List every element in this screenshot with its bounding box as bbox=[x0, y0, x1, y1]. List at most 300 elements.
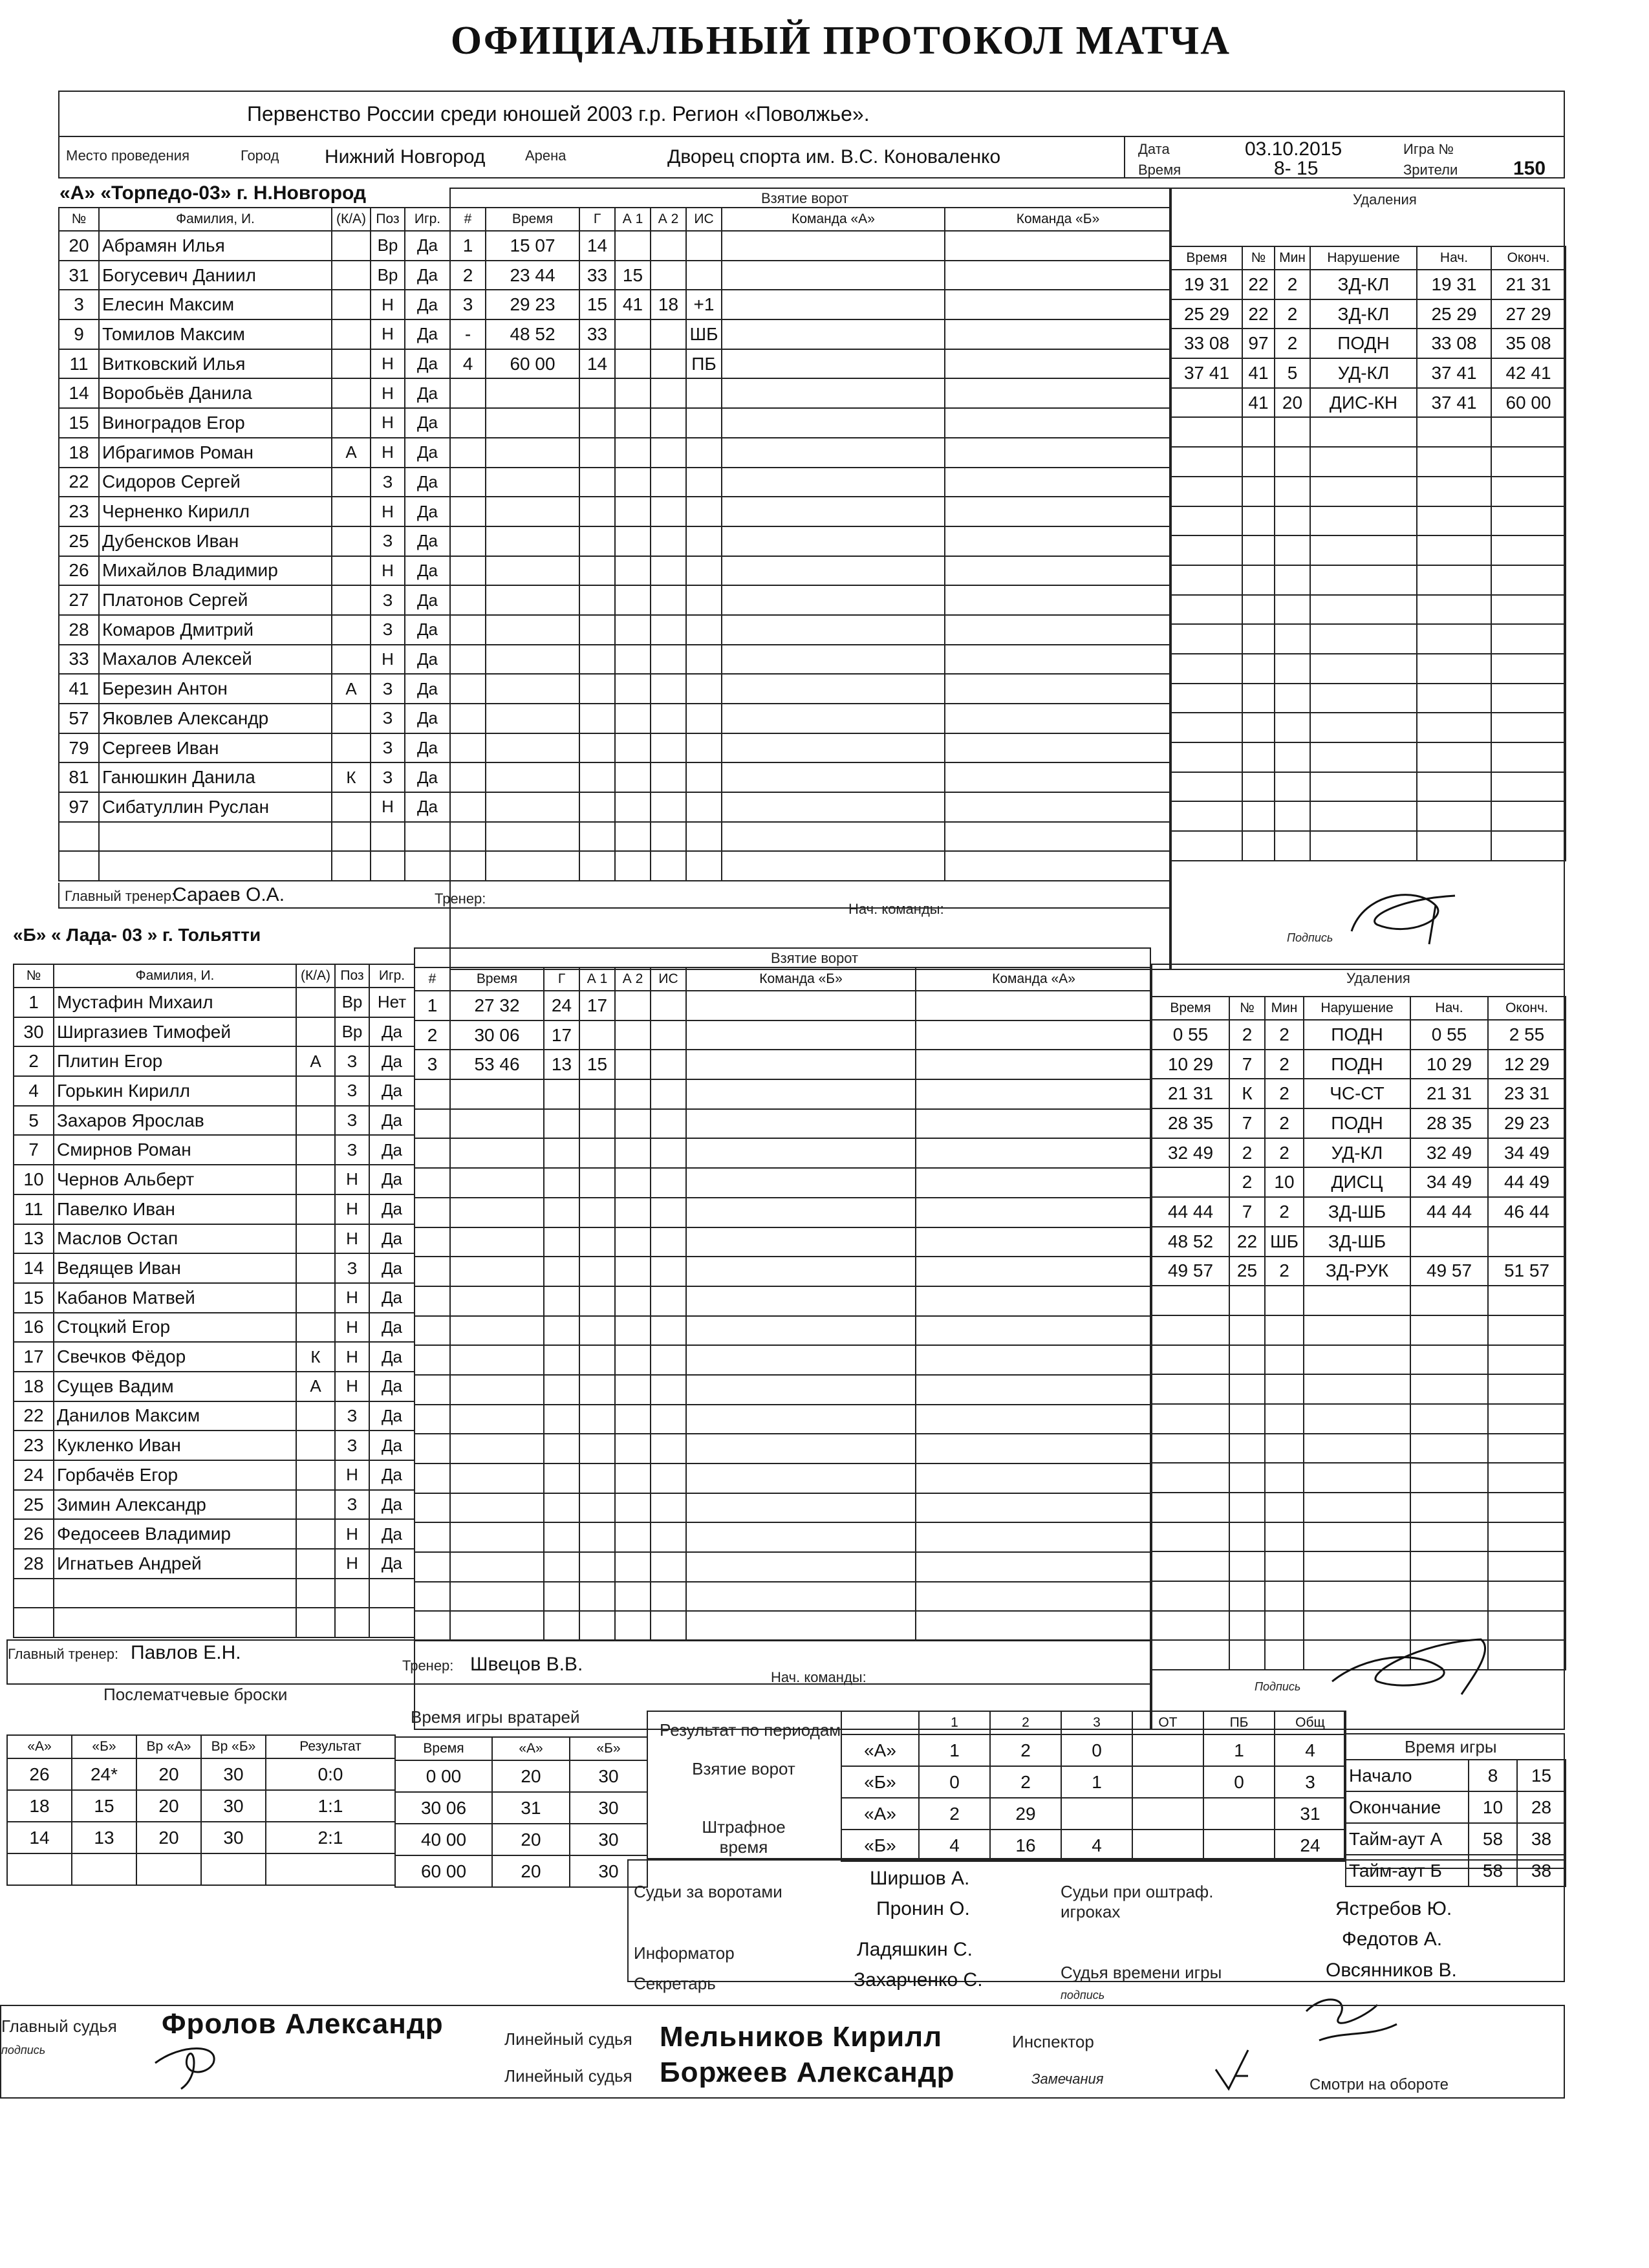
penalty-start bbox=[1417, 535, 1491, 565]
penalty-end bbox=[1488, 1227, 1566, 1257]
g-header: Г bbox=[579, 208, 615, 231]
goal-lineup-cell bbox=[916, 1463, 1152, 1493]
player-played: Да bbox=[369, 1165, 415, 1194]
penalty-player bbox=[1229, 1463, 1265, 1493]
period-cell bbox=[1203, 1798, 1275, 1830]
goal-assist-2 bbox=[615, 1316, 651, 1346]
penalty-infraction bbox=[1304, 1493, 1410, 1522]
period-cell: 1 bbox=[919, 1734, 990, 1766]
team-manager-label-a: Нач. команды: bbox=[848, 901, 944, 917]
penalty-judge-2: Федотов А. bbox=[1342, 1928, 1443, 1950]
player-row bbox=[14, 1165, 415, 1194]
penalty-start: 0 55 bbox=[1410, 1020, 1488, 1050]
player-position: З bbox=[371, 733, 405, 763]
penalty-player bbox=[1242, 535, 1275, 565]
penalty-start bbox=[1417, 565, 1491, 595]
period-cell bbox=[1132, 1734, 1203, 1766]
goal-assist-1 bbox=[615, 468, 651, 497]
goal-time bbox=[486, 704, 579, 733]
penalty-time bbox=[1171, 447, 1242, 477]
player-role bbox=[332, 645, 371, 675]
penalties-title-a: Удаления bbox=[1353, 191, 1417, 208]
penalty-start bbox=[1417, 772, 1491, 802]
player-name: Платонов Сергей bbox=[99, 585, 332, 615]
periods-title: Результат по периодам bbox=[660, 1720, 841, 1740]
penalty-minutes bbox=[1265, 1374, 1304, 1404]
goal-assist-2 bbox=[651, 704, 686, 733]
goal-number bbox=[450, 822, 486, 852]
goal-assist-1 bbox=[579, 1345, 615, 1375]
goal-time bbox=[486, 556, 579, 586]
goal-row bbox=[415, 1079, 1152, 1109]
goalie-time-title: Время игры вратарей bbox=[411, 1707, 580, 1727]
goal-scorer bbox=[544, 1522, 579, 1552]
goal-time bbox=[450, 1079, 544, 1109]
date-time-box bbox=[1124, 136, 1565, 178]
goal-lineup-cell bbox=[686, 1582, 916, 1612]
player-played: Да bbox=[369, 1253, 415, 1283]
game-time-hours: 10 bbox=[1469, 1791, 1517, 1823]
period-team-label: «А» bbox=[841, 1798, 919, 1830]
goal-row bbox=[450, 556, 1171, 586]
goal-number bbox=[450, 438, 486, 468]
goal-lineup-cell bbox=[722, 290, 945, 319]
goal-situation bbox=[651, 1405, 686, 1434]
player-row bbox=[59, 851, 450, 881]
player-role bbox=[296, 1253, 335, 1283]
player-role bbox=[332, 319, 371, 349]
goal-scorer: 24 bbox=[544, 991, 579, 1021]
goal-assist-2 bbox=[615, 1463, 651, 1493]
player-played: Да bbox=[369, 1431, 415, 1460]
goal-assist-2 bbox=[651, 645, 686, 675]
penalty-start bbox=[1417, 654, 1491, 684]
penalty-time bbox=[1171, 565, 1242, 595]
penalty-minutes: 2 bbox=[1265, 1257, 1304, 1286]
goal-situation bbox=[686, 733, 722, 763]
player-row bbox=[14, 1313, 415, 1343]
shootout-title: Послематчевые броски bbox=[103, 1685, 288, 1704]
goal-scorer: 13 bbox=[544, 1050, 579, 1079]
penalty-start bbox=[1417, 684, 1491, 713]
player-name: Черненко Кирилл bbox=[99, 497, 332, 526]
player-role bbox=[332, 792, 371, 822]
penalty-player bbox=[1242, 713, 1275, 742]
game-time-row bbox=[1346, 1760, 1566, 1791]
penalty-player bbox=[1229, 1493, 1265, 1522]
penalty-time bbox=[1171, 742, 1242, 772]
signature-label-a: Подпись bbox=[1287, 931, 1333, 944]
player-position: З bbox=[371, 615, 405, 645]
player-played: Да bbox=[369, 1106, 415, 1136]
penalty-end: 34 49 bbox=[1488, 1138, 1566, 1168]
goal-scorer bbox=[544, 1405, 579, 1434]
shootout-cell bbox=[136, 1853, 201, 1885]
penalty-row bbox=[1152, 1404, 1566, 1434]
goal-scorer bbox=[544, 1227, 579, 1257]
player-number: 5 bbox=[14, 1106, 54, 1136]
penalty-minutes: 2 bbox=[1275, 299, 1310, 329]
goal-time bbox=[450, 1522, 544, 1552]
goal-scorer bbox=[544, 1079, 579, 1109]
goal-lineup-cell bbox=[722, 556, 945, 586]
penalty-row bbox=[1152, 1020, 1566, 1050]
penalty-infraction bbox=[1304, 1522, 1410, 1552]
goal-number: - bbox=[450, 319, 486, 349]
goal-lineup-cell bbox=[945, 231, 1171, 261]
goal-time: 15 07 bbox=[486, 231, 579, 261]
goal-row bbox=[450, 438, 1171, 468]
penalty-time bbox=[1171, 506, 1242, 536]
goal-assist-2 bbox=[651, 615, 686, 645]
goal-time bbox=[486, 762, 579, 792]
goal-scorer bbox=[544, 1286, 579, 1316]
goal-row bbox=[415, 1552, 1152, 1582]
secretary-label: Секретарь bbox=[634, 1974, 716, 1993]
player-name bbox=[54, 1579, 296, 1608]
head-coach-a: Сараев О.А. bbox=[173, 884, 285, 905]
goal-row bbox=[415, 1286, 1152, 1316]
goal-judge-2: Пронин О. bbox=[876, 1898, 970, 1919]
player-role bbox=[296, 1283, 335, 1313]
penalty-start: 44 44 bbox=[1410, 1197, 1488, 1227]
player-role bbox=[296, 1460, 335, 1490]
goal-lineup-cell bbox=[686, 1405, 916, 1434]
goalie-time-cell: 30 bbox=[570, 1792, 647, 1824]
goal-lineup-cell bbox=[722, 468, 945, 497]
goalie-time-cell: 30 06 bbox=[395, 1792, 492, 1824]
goal-assist-2 bbox=[651, 231, 686, 261]
goal-assist-2 bbox=[651, 497, 686, 526]
goal-lineup-cell bbox=[722, 261, 945, 290]
player-number: 28 bbox=[14, 1549, 54, 1579]
goal-row bbox=[415, 1582, 1152, 1612]
period-row bbox=[841, 1798, 1346, 1830]
goal-assist-2: 18 bbox=[651, 290, 686, 319]
goal-scorer bbox=[544, 1463, 579, 1493]
player-name: Мустафин Михаил bbox=[54, 988, 296, 1017]
player-number bbox=[14, 1579, 54, 1608]
penalty-player bbox=[1229, 1404, 1265, 1434]
player-number: 9 bbox=[59, 319, 99, 349]
goal-assist-2 bbox=[615, 1522, 651, 1552]
penalty-time bbox=[1152, 1404, 1229, 1434]
penalty-time: 37 41 bbox=[1171, 358, 1242, 388]
player-number: 33 bbox=[59, 645, 99, 675]
goal-situation bbox=[686, 822, 722, 852]
goal-situation bbox=[651, 1522, 686, 1552]
period-cell: 16 bbox=[990, 1830, 1061, 1861]
goal-number: 3 bbox=[450, 290, 486, 319]
goal-situation bbox=[651, 1227, 686, 1257]
player-row bbox=[59, 674, 450, 704]
penalty-minutes: 2 bbox=[1265, 1138, 1304, 1168]
spectators-value: 150 bbox=[1513, 158, 1546, 179]
penalty-end: 42 41 bbox=[1491, 358, 1566, 388]
player-number: 57 bbox=[59, 704, 99, 733]
goal-time bbox=[450, 1375, 544, 1405]
goal-assist-1 bbox=[615, 526, 651, 556]
goal-lineup-cell bbox=[686, 1257, 916, 1286]
penalty-time: 25 29 bbox=[1171, 299, 1242, 329]
penalty-infraction bbox=[1304, 1551, 1410, 1581]
goal-time bbox=[450, 1345, 544, 1375]
player-number: 7 bbox=[14, 1135, 54, 1165]
goal-assist-1 bbox=[579, 1316, 615, 1346]
penalty-minutes: 2 bbox=[1265, 1020, 1304, 1050]
goal-lineup-cell bbox=[686, 1375, 916, 1405]
player-row bbox=[59, 704, 450, 733]
penalty-minutes bbox=[1275, 595, 1310, 625]
penalty-end: 46 44 bbox=[1488, 1197, 1566, 1227]
player-row bbox=[59, 526, 450, 556]
coach-label-a: Тренер: bbox=[435, 891, 486, 907]
goal-scorer bbox=[579, 526, 615, 556]
goal-lineup-cell bbox=[722, 349, 945, 379]
goal-lineup-cell bbox=[686, 1286, 916, 1316]
penalty-row bbox=[1152, 1227, 1566, 1257]
player-name: Елесин Максим bbox=[99, 290, 332, 319]
shootout-cell bbox=[201, 1853, 266, 1885]
penalty-time bbox=[1152, 1522, 1229, 1552]
player-name bbox=[54, 1608, 296, 1637]
penalty-time bbox=[1152, 1434, 1229, 1463]
penalty-minutes bbox=[1275, 535, 1310, 565]
goal-lineup-cell bbox=[722, 319, 945, 349]
player-number: 81 bbox=[59, 762, 99, 792]
period-cell: 1 bbox=[1203, 1734, 1275, 1766]
player-position: Н bbox=[335, 1165, 369, 1194]
player-row bbox=[14, 1579, 415, 1608]
game-time-hours: 58 bbox=[1469, 1855, 1517, 1886]
player-name: Плитин Егор bbox=[54, 1046, 296, 1076]
goal-scorer bbox=[544, 1375, 579, 1405]
player-name: Томилов Максим bbox=[99, 319, 332, 349]
penalty-row bbox=[1152, 1257, 1566, 1286]
goal-scorer bbox=[544, 1434, 579, 1463]
goal-lineup-cell bbox=[686, 1138, 916, 1168]
player-name: Чернов Альберт bbox=[54, 1165, 296, 1194]
shootout-cell: 30 bbox=[201, 1758, 266, 1790]
goal-lineup-cell bbox=[686, 1493, 916, 1523]
penalty-infraction bbox=[1310, 654, 1417, 684]
player-played: Да bbox=[369, 1076, 415, 1106]
penalty-start: 21 31 bbox=[1410, 1079, 1488, 1108]
goal-time bbox=[486, 497, 579, 526]
penalty-end bbox=[1488, 1345, 1566, 1375]
penalty-infraction bbox=[1304, 1315, 1410, 1345]
player-number: 14 bbox=[14, 1253, 54, 1283]
team-a-penalties bbox=[1170, 246, 1566, 861]
penalty-row bbox=[1152, 1493, 1566, 1522]
goal-lineup-cell bbox=[916, 1050, 1152, 1079]
penalty-minutes: 2 bbox=[1275, 329, 1310, 358]
goal-lineup-cell bbox=[686, 1316, 916, 1346]
shootout-row bbox=[7, 1853, 395, 1885]
player-role bbox=[296, 1224, 335, 1254]
goal-lineup-cell bbox=[945, 615, 1171, 645]
player-position: Вр bbox=[371, 231, 405, 261]
player-played: Да bbox=[369, 1135, 415, 1165]
player-number: 13 bbox=[14, 1224, 54, 1254]
goal-assist-2 bbox=[651, 556, 686, 586]
period-row bbox=[841, 1766, 1346, 1798]
penalty-row bbox=[1171, 417, 1566, 447]
player-row bbox=[14, 1076, 415, 1106]
goal-number bbox=[415, 1316, 450, 1346]
penalty-infraction bbox=[1310, 417, 1417, 447]
arena-value: Дворец спорта им. В.С. Коноваленко bbox=[667, 146, 1001, 167]
penalty-time bbox=[1152, 1286, 1229, 1315]
player-name: Зимин Александр bbox=[54, 1490, 296, 1520]
period-team-label: «Б» bbox=[841, 1830, 919, 1861]
goal-row bbox=[450, 290, 1171, 319]
penalty-start bbox=[1410, 1434, 1488, 1463]
penalty-player: 41 bbox=[1242, 388, 1275, 418]
goal-time bbox=[486, 378, 579, 408]
penalty-end bbox=[1491, 742, 1566, 772]
player-played: Да bbox=[405, 261, 450, 290]
player-role bbox=[296, 1106, 335, 1136]
penalty-infraction bbox=[1310, 506, 1417, 536]
period-cell: 0 bbox=[1203, 1766, 1275, 1798]
goal-situation: +1 bbox=[686, 290, 722, 319]
penalty-time bbox=[1152, 1345, 1229, 1375]
penalty-time: 32 49 bbox=[1152, 1138, 1229, 1168]
goal-lineup-cell bbox=[916, 991, 1152, 1021]
goal-row bbox=[450, 468, 1171, 497]
goal-assist-1 bbox=[615, 704, 651, 733]
header-box bbox=[58, 91, 1565, 137]
goal-scorer bbox=[579, 438, 615, 468]
penalty-infraction: ЗД-ШБ bbox=[1304, 1227, 1410, 1257]
referee-label: Главный судья bbox=[1, 2016, 117, 2036]
period-cell: 31 bbox=[1275, 1798, 1346, 1830]
penalty-minutes bbox=[1275, 772, 1310, 802]
penalty-player bbox=[1229, 1640, 1265, 1670]
player-played: Да bbox=[369, 1283, 415, 1313]
player-played: Да bbox=[405, 615, 450, 645]
player-name: Кукленко Иван bbox=[54, 1431, 296, 1460]
player-role bbox=[332, 822, 371, 852]
period-header: 3 bbox=[1061, 1711, 1132, 1734]
goal-number: 3 bbox=[415, 1050, 450, 1079]
goal-scorer: 15 bbox=[579, 290, 615, 319]
goal-assist-1: 15 bbox=[579, 1050, 615, 1079]
team-b-col-header: Команда «Б» bbox=[686, 967, 916, 991]
player-position: Н bbox=[335, 1342, 369, 1372]
penalty-row bbox=[1171, 713, 1566, 742]
player-position bbox=[371, 851, 405, 881]
penalty-time bbox=[1171, 624, 1242, 654]
game-time-row bbox=[1346, 1791, 1566, 1823]
goal-row bbox=[450, 408, 1171, 438]
goal-lineup-cell bbox=[916, 1522, 1152, 1552]
penalty-player: 22 bbox=[1242, 270, 1275, 299]
goal-lineup-cell bbox=[916, 1493, 1152, 1523]
coach-b: Швецов В.В. bbox=[470, 1654, 583, 1675]
player-name: Свечков Фёдор bbox=[54, 1342, 296, 1372]
goal-row bbox=[450, 319, 1171, 349]
time-label: Время bbox=[1138, 162, 1181, 178]
goal-row bbox=[415, 1021, 1152, 1050]
player-role bbox=[332, 497, 371, 526]
penalty-player bbox=[1242, 417, 1275, 447]
goal-time bbox=[450, 1611, 544, 1641]
goal-lineup-cell bbox=[945, 704, 1171, 733]
penalty-time bbox=[1171, 772, 1242, 802]
goal-assist-1 bbox=[615, 378, 651, 408]
penalty-player: К bbox=[1229, 1079, 1265, 1108]
player-number: 30 bbox=[14, 1017, 54, 1047]
goal-row bbox=[415, 1375, 1152, 1405]
shootout-cell: 20 bbox=[136, 1758, 201, 1790]
penalty-end bbox=[1491, 684, 1566, 713]
penalty-judge-1: Ястребов Ю. bbox=[1335, 1898, 1452, 1919]
game-time-label: Тайм-аут А bbox=[1346, 1823, 1469, 1855]
penalty-end bbox=[1491, 654, 1566, 684]
pos-header: Поз bbox=[335, 964, 369, 988]
player-position: З bbox=[335, 1490, 369, 1520]
goal-assist-2 bbox=[615, 1493, 651, 1523]
penalty-minutes bbox=[1265, 1463, 1304, 1493]
goal-time: 29 23 bbox=[486, 290, 579, 319]
penalty-infraction bbox=[1310, 477, 1417, 506]
goal-lineup-cell bbox=[945, 349, 1171, 379]
period-header: 1 bbox=[919, 1711, 990, 1734]
goal-lineup-cell bbox=[686, 991, 916, 1021]
goal-row bbox=[450, 497, 1171, 526]
player-role bbox=[296, 1431, 335, 1460]
player-role: А bbox=[332, 674, 371, 704]
goal-scorer bbox=[544, 1552, 579, 1582]
team-a-roster bbox=[58, 207, 451, 881]
a1-header: А 1 bbox=[579, 967, 615, 991]
goal-number bbox=[415, 1522, 450, 1552]
num-header: № bbox=[14, 964, 54, 988]
penalty-infraction bbox=[1304, 1374, 1410, 1404]
player-name: Ганюшкин Данила bbox=[99, 762, 332, 792]
penalty-minutes bbox=[1275, 831, 1310, 861]
goal-situation bbox=[686, 615, 722, 645]
period-row bbox=[841, 1830, 1346, 1861]
goal-time bbox=[486, 645, 579, 675]
linesman-1: Мельников Кирилл bbox=[660, 2021, 943, 2053]
penalty-start bbox=[1410, 1493, 1488, 1522]
penalty-end: 21 31 bbox=[1491, 270, 1566, 299]
pen-end-header: Оконч. bbox=[1488, 997, 1566, 1020]
goal-scorer bbox=[579, 733, 615, 763]
goal-number bbox=[450, 378, 486, 408]
see-back-label: Смотри на обороте bbox=[1310, 2076, 1449, 2093]
goal-assist-1 bbox=[615, 349, 651, 379]
team-b-goals bbox=[414, 967, 1152, 1641]
goalie-time-table bbox=[394, 1736, 648, 1888]
shootout-row bbox=[7, 1822, 395, 1853]
goal-row bbox=[450, 378, 1171, 408]
goal-time bbox=[486, 792, 579, 822]
team-b-penalties bbox=[1151, 996, 1566, 1670]
goal-number bbox=[415, 1434, 450, 1463]
goalie-time-cell: 60 00 bbox=[395, 1855, 492, 1887]
penalty-infraction: ДИСЦ bbox=[1304, 1167, 1410, 1197]
goal-scorer bbox=[579, 585, 615, 615]
player-played: Да bbox=[369, 1460, 415, 1490]
goal-time bbox=[486, 408, 579, 438]
goal-lineup-cell bbox=[722, 704, 945, 733]
goal-scorer bbox=[579, 822, 615, 852]
penalty-start bbox=[1410, 1315, 1488, 1345]
